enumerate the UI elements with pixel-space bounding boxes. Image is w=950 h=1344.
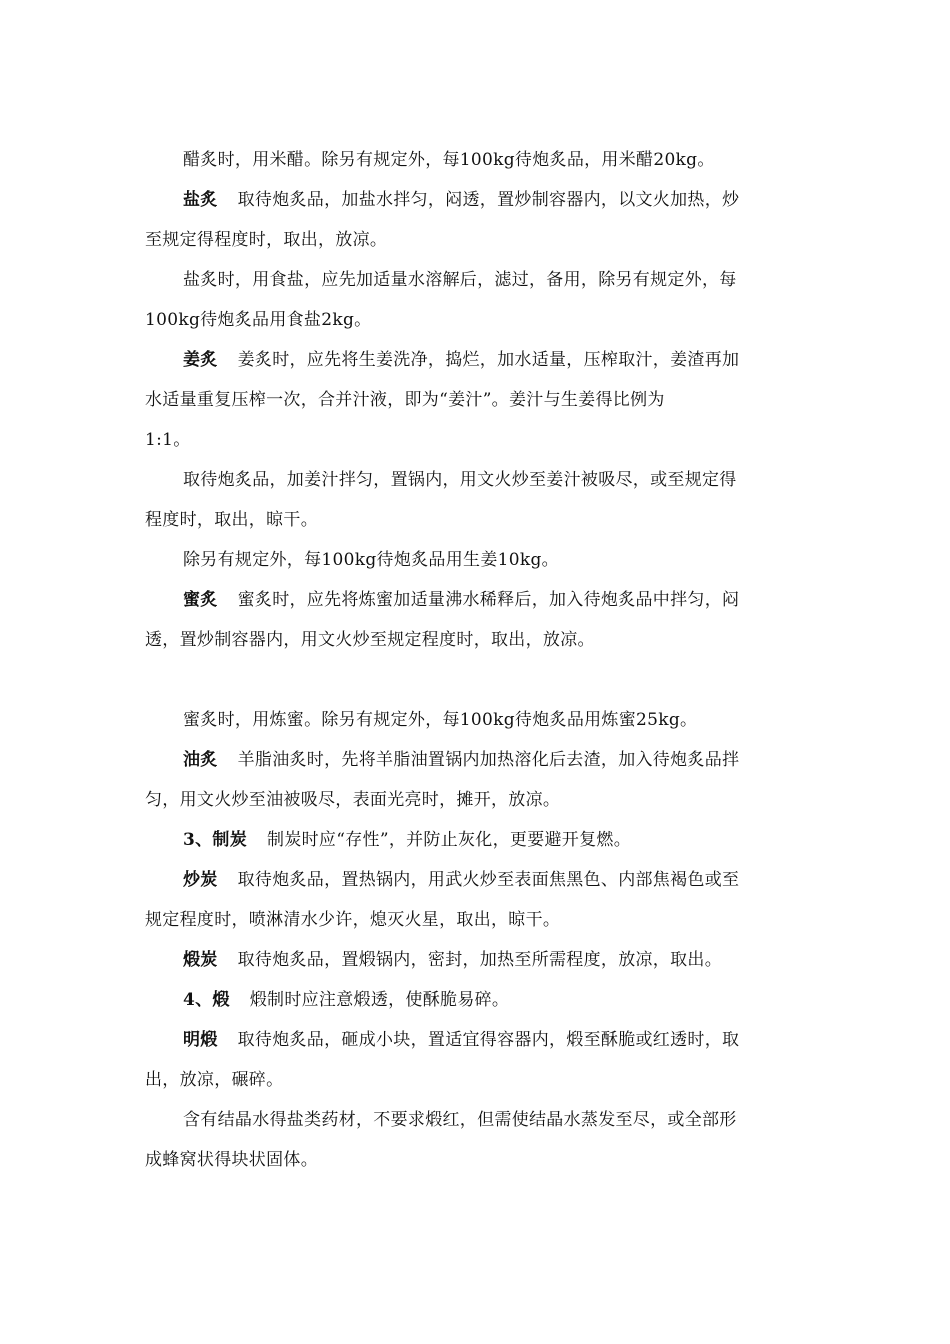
section-heading: 煅炭 — [183, 950, 218, 970]
paragraph-line: 蜜炙时，用炼蜜。除另有规定外，每100kg待炮炙品用炼蜜25kg。 — [183, 710, 698, 730]
paragraph-line: 含有结晶水得盐类药材，不要求煅红，但需使结晶水蒸发至尽，或全部形 — [183, 1110, 737, 1130]
paragraph-line: 蜜炙 蜜炙时，应先将炼蜜加适量沸水稀释后，加入待炮炙品中拌匀，闷 — [183, 590, 740, 610]
paragraph-line: 至规定得程度时，取出，放凉。 — [145, 230, 388, 250]
section-heading: 4、煅 — [183, 990, 230, 1010]
paragraph-line: 煅炭 取待炮炙品，置煅锅内，密封，加热至所需程度，放凉，取出。 — [183, 950, 723, 970]
paragraph-line: 盐炙时，用食盐，应先加适量水溶解后，滤过，备用，除另有规定外，每 — [183, 270, 737, 290]
paragraph-line: 程度时，取出，晾干。 — [145, 510, 318, 530]
paragraph-line: 出，放凉，碾碎。 — [145, 1070, 284, 1090]
paragraph-line: 透，置炒制容器内，用文火炒至规定程度时，取出，放凉。 — [145, 630, 595, 650]
paragraph-line: 明煅 取待炮炙品，砸成小块，置适宜得容器内，煅至酥脆或红透时，取 — [183, 1030, 740, 1050]
paragraph-line: 炒炭 取待炮炙品，置热锅内，用武火炒至表面焦黑色、内部焦褐色或至 — [183, 870, 740, 890]
section-heading: 明煅 — [183, 1030, 218, 1050]
paragraph-line: 1:1。 — [145, 430, 191, 450]
paragraph-line: 姜炙 姜炙时，应先将生姜洗净，捣烂，加水适量，压榨取汁，姜渣再加 — [183, 350, 740, 370]
paragraph-line: 4、煅 煅制时应注意煅透，使酥脆易碎。 — [183, 990, 510, 1010]
paragraph-line: 油炙 羊脂油炙时，先将羊脂油置锅内加热溶化后去渣，加入待炮炙品拌 — [183, 750, 740, 770]
paragraph-line: 取待炮炙品，加姜汁拌匀，置锅内，用文火炒至姜汁被吸尽，或至规定得 — [183, 470, 737, 490]
paragraph-line: 水适量重复压榨一次，合并汁液，即为“姜汁”。姜汁与生姜得比例为 — [145, 390, 665, 410]
paragraph-line: 3、制炭 制炭时应“存性”，并防止灰化，更要避开复燃。 — [183, 830, 632, 850]
section-heading: 蜜炙 — [183, 590, 218, 610]
paragraph-line: 规定程度时，喷淋清水少许，熄灭火星，取出，晾干。 — [145, 910, 561, 930]
section-heading: 3、制炭 — [183, 830, 248, 850]
paragraph-line: 100kg待炮炙品用食盐2kg。 — [145, 310, 372, 330]
section-heading: 姜炙 — [183, 350, 218, 370]
section-heading: 油炙 — [183, 750, 218, 770]
section-heading: 盐炙 — [183, 190, 218, 210]
paragraph-line: 成蜂窝状得块状固体。 — [145, 1150, 318, 1170]
paragraph-line: 除另有规定外，每100kg待炮炙品用生姜10kg。 — [183, 550, 559, 570]
paragraph-line: 醋炙时，用米醋。除另有规定外，每100kg待炮炙品，用米醋20kg。 — [183, 150, 715, 170]
section-heading: 炒炭 — [183, 870, 218, 890]
paragraph-line: 盐炙 取待炮炙品，加盐水拌匀，闷透，置炒制容器内，以文火加热，炒 — [183, 190, 740, 210]
paragraph-line: 匀，用文火炒至油被吸尽，表面光亮时，摊开，放凉。 — [145, 790, 561, 810]
